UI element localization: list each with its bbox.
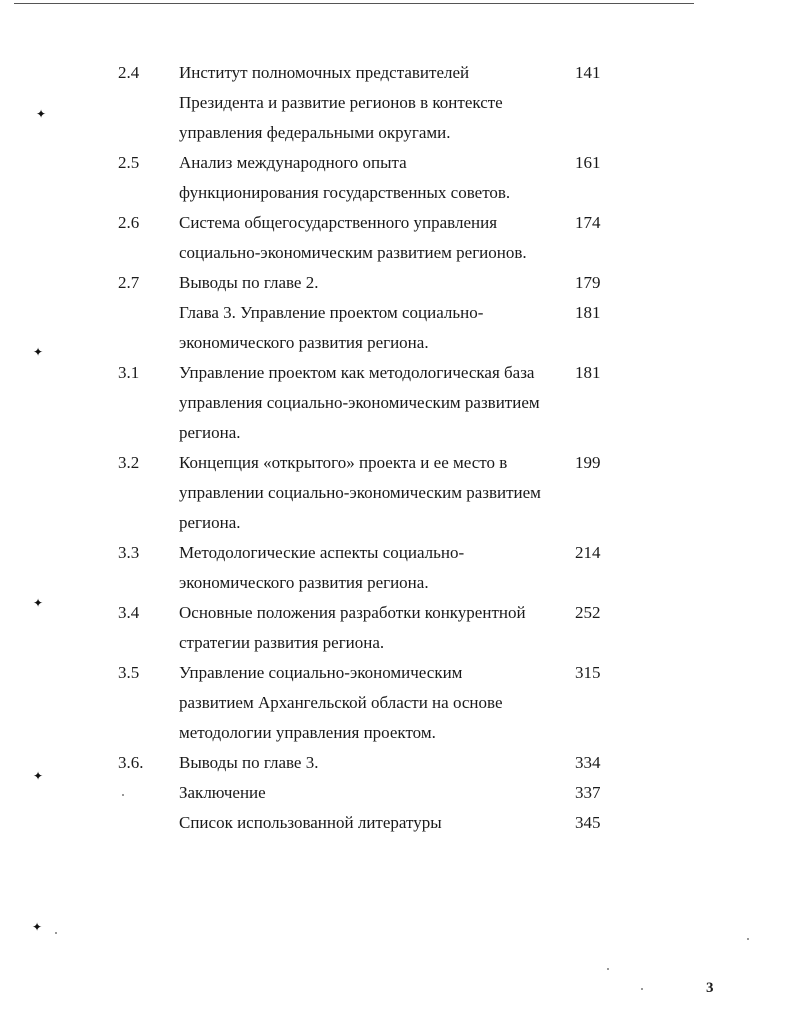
toc-entry-title: развитием Архангельской области на основе — [179, 693, 503, 712]
scan-speck — [607, 968, 609, 970]
toc-entry-title: функционирования государственных советов. — [179, 183, 511, 202]
toc-line — [0, 628, 795, 658]
toc-line — [0, 88, 795, 121]
toc-entry-page: 141 — [575, 63, 601, 82]
toc-entry-title: Управление социально-экономическим — [179, 663, 463, 682]
toc-entry-page: 345 — [575, 813, 601, 832]
toc-line — [0, 478, 795, 508]
toc-entry-page: 214 — [575, 543, 601, 562]
toc-entry-number: 2.4 — [118, 63, 140, 82]
toc-line — [0, 538, 795, 568]
scan-speck — [747, 938, 749, 940]
toc-line — [0, 688, 795, 718]
toc-entry-title: методологии управления проектом. — [179, 723, 436, 742]
toc-entry-page: 179 — [575, 273, 601, 292]
toc-entry-title: социально-экономическим развитием регионов. — [179, 243, 527, 262]
toc-line — [0, 778, 795, 808]
toc-entry-page: 334 — [575, 753, 601, 772]
toc-entry-page: 174 — [575, 213, 601, 232]
toc-line — [0, 328, 795, 358]
toc-entry-title: Выводы по главе 2. — [179, 273, 319, 292]
toc-entry-title: Заключение — [179, 783, 266, 802]
toc-line — [0, 418, 795, 448]
toc-entry-title: Список использованной литературы — [179, 813, 442, 832]
toc-line — [0, 448, 795, 478]
toc-entry-title: Глава 3. Управление проектом социально- — [179, 303, 484, 322]
toc-line — [0, 268, 795, 298]
toc-entry-page: 161 — [575, 153, 601, 172]
toc-line — [0, 358, 795, 388]
toc-entry-title: стратегии развития региона. — [179, 633, 385, 652]
toc-entry-title: региона. — [179, 423, 241, 442]
toc-entry-number: 2.5 — [118, 153, 140, 172]
toc-entry-number: 2.6 — [118, 213, 140, 232]
toc-entry-page: 199 — [575, 453, 601, 472]
toc-line — [0, 298, 795, 328]
toc-entry-page: 181 — [575, 303, 601, 322]
toc-entry-number: 2.7 — [118, 273, 140, 292]
toc-entry-title: экономического развития региона. — [179, 573, 429, 592]
toc-line — [0, 508, 795, 538]
scan-mark: ✦ — [33, 769, 44, 783]
toc-entry-title: Основные положения разработки конкурентной — [179, 603, 526, 622]
toc-line — [0, 568, 795, 598]
toc-entry-number: 3.2 — [118, 453, 140, 472]
toc-entry-title: региона. — [179, 513, 241, 532]
toc-line — [0, 148, 795, 178]
toc-entry-page: 315 — [575, 663, 601, 682]
toc-line — [0, 238, 795, 268]
table-of-contents — [0, 58, 795, 838]
toc-entry-title: управлении социально-экономическим развитием — [179, 483, 541, 502]
scan-speck — [55, 932, 57, 934]
toc-line — [0, 208, 795, 238]
toc-line — [0, 118, 795, 148]
toc-entry-page: 252 — [575, 603, 601, 622]
toc-line — [0, 388, 795, 418]
toc-line — [0, 718, 795, 748]
scan-speck — [641, 988, 643, 990]
toc-entry-number: 3.1 — [118, 363, 140, 382]
toc-entry-number: 3.6. — [118, 753, 144, 772]
toc-entry-title: Методологические аспекты социально- — [179, 543, 465, 562]
toc-entry-title: управления социально-экономическим развитием — [179, 393, 540, 412]
toc-line — [0, 58, 795, 88]
top-scan-rule — [14, 3, 694, 4]
toc-entry-title: Выводы по главе 3. — [179, 753, 319, 772]
scan-mark: ✦ — [33, 596, 44, 610]
toc-entry-title: Концепция «открытого» проекта и ее место в — [179, 453, 508, 472]
toc-entry-title: экономического развития региона. — [179, 333, 429, 352]
scan-speck — [122, 794, 124, 796]
toc-entry-number: 3.3 — [118, 543, 140, 562]
toc-entry-page: 337 — [575, 783, 601, 802]
toc-line — [0, 748, 795, 778]
page-number: 3 — [706, 980, 714, 996]
toc-entry-title: Управление проектом как методологическая база — [179, 363, 535, 382]
toc-entry-title: Анализ международного опыта — [179, 153, 407, 172]
toc-entry-number: 3.4 — [118, 603, 140, 622]
toc-entry-page: 181 — [575, 363, 601, 382]
scan-mark: ✦ — [36, 107, 47, 121]
toc-line — [0, 808, 795, 838]
scan-mark: ✦ — [32, 920, 43, 934]
toc-entry-title: Президента и развитие регионов в контексте — [179, 93, 503, 112]
toc-entry-title: Институт полномочных представителей — [179, 63, 470, 82]
toc-line — [0, 658, 795, 688]
toc-line — [0, 178, 795, 208]
toc-entry-title: Система общегосударственного управления — [179, 213, 498, 232]
toc-entry-number: 3.5 — [118, 663, 140, 682]
toc-entry-title: управления федеральными округами. — [179, 123, 451, 142]
toc-line — [0, 598, 795, 628]
scan-mark: ✦ — [33, 345, 44, 359]
